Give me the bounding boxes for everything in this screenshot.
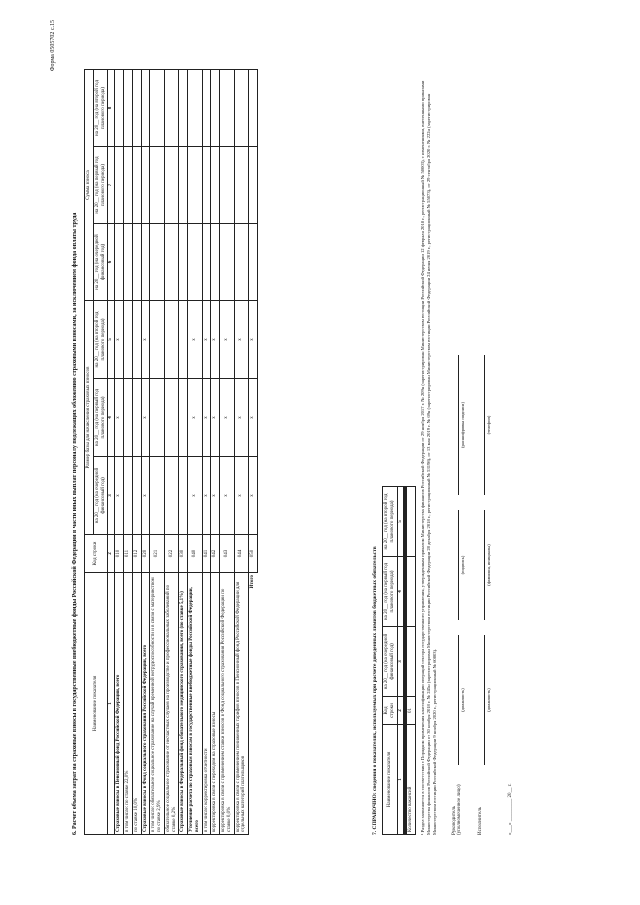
ref-row-code: 01 <box>407 697 416 725</box>
ref-header-y2: на 20__ год (на первый год планового периода) <box>383 557 398 627</box>
col-number: 2 <box>108 535 115 573</box>
row-name: обязательное социальное страхование от несчастных случаев на производстве и профессиональных заболеваний по ставке 0,2% <box>164 573 179 835</box>
table-row <box>202 70 211 835</box>
value-cell[interactable] <box>188 147 203 224</box>
value-cell[interactable] <box>211 224 220 301</box>
header-sum-y2: на 20__ год (на первый год планового периода) <box>93 147 108 224</box>
x-mark: x <box>202 379 211 457</box>
x-mark: x <box>115 301 124 379</box>
head-name-field[interactable]: (расшифровка подписи) <box>458 355 465 495</box>
x-mark: x <box>249 457 258 535</box>
value-cell[interactable] <box>150 457 165 535</box>
executor-initials-field[interactable]: (фамилия, инициалы) <box>484 510 491 620</box>
row-name: Страховые взносы в Фонд социального страхования Российской Федерации, всего <box>141 573 150 835</box>
value-cell[interactable] <box>234 70 249 147</box>
x-mark: x <box>234 301 249 379</box>
value-cell[interactable] <box>124 379 133 457</box>
x-mark: x <box>141 301 150 379</box>
row-code: 022 <box>164 535 179 573</box>
value-cell[interactable] <box>124 301 133 379</box>
header-sum-y3: на 20__ год (на второй год планового периода) <box>93 70 108 147</box>
value-cell[interactable] <box>164 70 179 147</box>
row-code: 030 <box>179 535 188 573</box>
x-mark: x <box>220 379 235 457</box>
ref-header-code: Код строки <box>383 697 398 725</box>
col-number: 4 <box>108 379 115 457</box>
ref-col-number: 1 <box>397 725 404 835</box>
ref-col-number: 2 <box>397 697 404 725</box>
row-code: 020 <box>141 535 150 573</box>
value-cell[interactable] <box>132 147 141 224</box>
row-code: 011 <box>124 535 133 573</box>
value-cell[interactable] <box>179 70 188 147</box>
header-sum-group: Сумма взноса <box>85 70 94 301</box>
row-name: Уточнение расчета по страховым взносам в государственные внебюджетные фонды Российской Федерации, всего <box>188 573 203 835</box>
row-name: в том числе: по ставке 22,0% <box>124 573 133 835</box>
table-row <box>150 70 165 835</box>
x-mark: x <box>188 457 203 535</box>
ref-cell-y3[interactable] <box>407 487 416 557</box>
row-code: 021 <box>150 535 165 573</box>
header-base-group: Размер базы для начисления страховых взносов <box>85 301 94 535</box>
value-cell[interactable] <box>220 70 235 147</box>
value-cell[interactable] <box>220 147 235 224</box>
value-cell[interactable] <box>132 301 141 379</box>
row-name: корректировка в связи с применением пониженных тарифов взносов в Пенсионный фонд Российской Федерации для отдельных категорий плательщиков <box>234 573 249 835</box>
section-7-title: 7. СПРАВОЧНО: сведения о показателях, используемых при расчете доведенных лимитов бюджетных обязательств <box>372 546 378 835</box>
date-line[interactable]: «___» _________ 20__ г. <box>508 783 513 835</box>
value-cell[interactable] <box>124 457 133 535</box>
row-name: Страховые взносы в Пенсионный фонд Российской Федерации, всего <box>115 573 124 835</box>
row-code: 043 <box>220 535 235 573</box>
x-mark: x <box>249 379 258 457</box>
x-mark: x <box>234 379 249 457</box>
value-cell[interactable] <box>234 147 249 224</box>
row-code: 044 <box>234 535 249 573</box>
ref-cell-y1[interactable] <box>407 627 416 697</box>
row-name: корректировка в связи с применением ставки взносов в Фонд социального страхования Российской Федерации по ставке 0,0% <box>220 573 235 835</box>
ref-col-number: 5 <box>397 487 404 557</box>
executor-label: Исполнитель <box>478 807 483 835</box>
row-name: корректировка в связи с переходом на страховые взносы <box>211 573 220 835</box>
value-cell[interactable] <box>179 224 188 301</box>
x-mark: x <box>249 301 258 379</box>
value-cell[interactable] <box>220 224 235 301</box>
table-row <box>141 70 150 835</box>
value-cell[interactable] <box>150 224 165 301</box>
value-cell[interactable] <box>150 70 165 147</box>
value-cell[interactable] <box>202 70 211 147</box>
value-cell[interactable] <box>164 301 179 379</box>
total-row <box>249 70 258 835</box>
row-code: 010 <box>115 535 124 573</box>
ref-cell-y2[interactable] <box>407 557 416 627</box>
reference-table <box>382 486 416 835</box>
footnote: ¹ Раздел заполняется в соответствии с Порядком применения классификации операций сектора государственного управления, утвержденным приказом Министерства финансов Российской Федерации от 29 ноября 2017 г. № 209н (зарегистрирован Министерством юстиции Российской Федерации 12 февраля 2018 г., регистрационный № 50003), с изменениями, внесенными приказами Министерства финансов Российской Федерации от 30 ноября 2018 г. № 245н (зарегистрирован Министерством юстиции Российской Федерации 28 декабря 2018 г., регистрационный № 53198), от 13 мая 2019 г. № 69н (зарегистрирован Министерством юстиции Российской Федерации 24 июня 2019 г., регистрационный № 55073), от 29 сентября 2020 г. № 222н (зарегистрирован Министерством юстиции Российской Федерации 9 ноября 2020 г., регистрационный № 60803). <box>420 80 437 835</box>
table-body <box>115 70 258 835</box>
head-label: Руководитель (уполномоченное лицо) <box>452 784 462 835</box>
x-mark: x <box>220 457 235 535</box>
table-row <box>115 70 124 835</box>
value-cell[interactable] <box>132 379 141 457</box>
header-name: Наименование показателя <box>85 573 108 835</box>
ref-col-number: 4 <box>397 557 404 627</box>
executor-phone-field[interactable]: (телефон) <box>484 355 491 495</box>
row-name: в том числе: обязательное социальное страхование на случай временной нетрудоспособности и в связи с материнством по ставке 2,9% <box>150 573 165 835</box>
total-value-cell[interactable] <box>249 70 258 147</box>
ref-row-name: Количество вакансий <box>407 725 416 835</box>
ref-header-y3: на 20__ год (на второй год планового периода) <box>383 487 398 557</box>
value-cell[interactable] <box>132 70 141 147</box>
total-code: 050 <box>249 535 258 573</box>
x-mark: x <box>188 301 203 379</box>
value-cell[interactable] <box>179 147 188 224</box>
col-number: 7 <box>108 147 115 224</box>
row-name: по ставке 10,0% <box>132 573 141 835</box>
x-mark: x <box>188 379 203 457</box>
x-mark: x <box>141 379 150 457</box>
value-cell[interactable] <box>211 147 220 224</box>
col-number: 8 <box>108 70 115 147</box>
ref-header-name: Наименование показателя <box>383 725 398 835</box>
value-cell[interactable] <box>188 70 203 147</box>
section-6-title: 6. Расчет объема затрат на страховые взносы в государственные внебюджетные фонды Российской Федерации в части иных выплат персоналу подлежащих обложению страховыми взносами, за исключением фонда оплаты труда <box>72 212 78 835</box>
table-row <box>211 70 220 835</box>
header-base-y3: на 20__ год (на второй год планового периода) <box>93 301 108 379</box>
value-cell[interactable] <box>179 379 188 457</box>
x-mark: x <box>202 457 211 535</box>
value-cell[interactable] <box>115 224 124 301</box>
x-mark: x <box>234 457 249 535</box>
row-name: в том числе: корректировка отчетности <box>202 573 211 835</box>
value-cell[interactable] <box>132 457 141 535</box>
table-row <box>220 70 235 835</box>
executor-position-field[interactable]: (должность) <box>484 635 491 765</box>
total-value-cell[interactable] <box>249 224 258 301</box>
value-cell[interactable] <box>150 147 165 224</box>
col-number: 6 <box>108 224 115 301</box>
value-cell[interactable] <box>202 224 211 301</box>
value-cell[interactable] <box>164 379 179 457</box>
table-row <box>164 70 179 835</box>
value-cell[interactable] <box>202 147 211 224</box>
row-code: 040 <box>188 535 203 573</box>
table-row <box>124 70 133 835</box>
table-row <box>234 70 249 835</box>
row-code: 041 <box>202 535 211 573</box>
value-cell[interactable] <box>179 457 188 535</box>
ref-header-y1: на 20__ год (на очередной финансовый год) <box>383 627 398 697</box>
x-mark: x <box>220 301 235 379</box>
value-cell[interactable] <box>164 147 179 224</box>
col-number: 5 <box>108 301 115 379</box>
value-cell[interactable] <box>164 457 179 535</box>
header-code: Код строки <box>85 535 108 573</box>
value-cell[interactable] <box>124 70 133 147</box>
head-signature-field[interactable]: (подпись) <box>458 510 465 620</box>
insurance-contributions-table <box>84 69 258 835</box>
value-cell[interactable] <box>164 224 179 301</box>
head-position-field[interactable]: (должность) <box>458 635 465 765</box>
value-cell[interactable] <box>234 224 249 301</box>
header-base-y1: на 20__ год (на очередной финансовый год) <box>93 457 108 535</box>
row-code: 012 <box>132 535 141 573</box>
x-mark: x <box>115 379 124 457</box>
value-cell[interactable] <box>141 224 150 301</box>
signature-block <box>450 275 513 835</box>
value-cell[interactable] <box>188 224 203 301</box>
table-row <box>179 70 188 835</box>
x-mark: x <box>202 301 211 379</box>
total-value-cell[interactable] <box>249 147 258 224</box>
x-mark: x <box>211 379 220 457</box>
col-number: 1 <box>108 573 115 835</box>
x-mark: x <box>141 457 150 535</box>
row-code: 042 <box>211 535 220 573</box>
value-cell[interactable] <box>141 147 150 224</box>
header-base-y2: на 20__ год (на первый год планового периода) <box>93 379 108 457</box>
value-cell[interactable] <box>179 301 188 379</box>
row-name: Страховые взносы в Федеральный фонд обязательного медицинского страхования, всего (по ставке 5,1%) <box>179 573 188 835</box>
header-sum-y1: на 20__ год (на очередной финансовый год) <box>93 224 108 301</box>
total-label: Итого <box>250 575 256 589</box>
col-number: 3 <box>108 457 115 535</box>
x-mark: x <box>211 457 220 535</box>
x-mark: x <box>211 301 220 379</box>
value-cell[interactable] <box>124 147 133 224</box>
table-row <box>132 70 141 835</box>
value-cell[interactable] <box>150 379 165 457</box>
ref-col-number: 3 <box>397 627 404 697</box>
value-cell[interactable] <box>211 70 220 147</box>
value-cell[interactable] <box>141 70 150 147</box>
table-row <box>188 70 203 835</box>
value-cell[interactable] <box>115 70 124 147</box>
value-cell[interactable] <box>115 147 124 224</box>
x-mark: x <box>115 457 124 535</box>
form-code: Форма 0505702 с.15 <box>50 20 56 72</box>
value-cell[interactable] <box>124 224 133 301</box>
value-cell[interactable] <box>132 224 141 301</box>
value-cell[interactable] <box>150 301 165 379</box>
